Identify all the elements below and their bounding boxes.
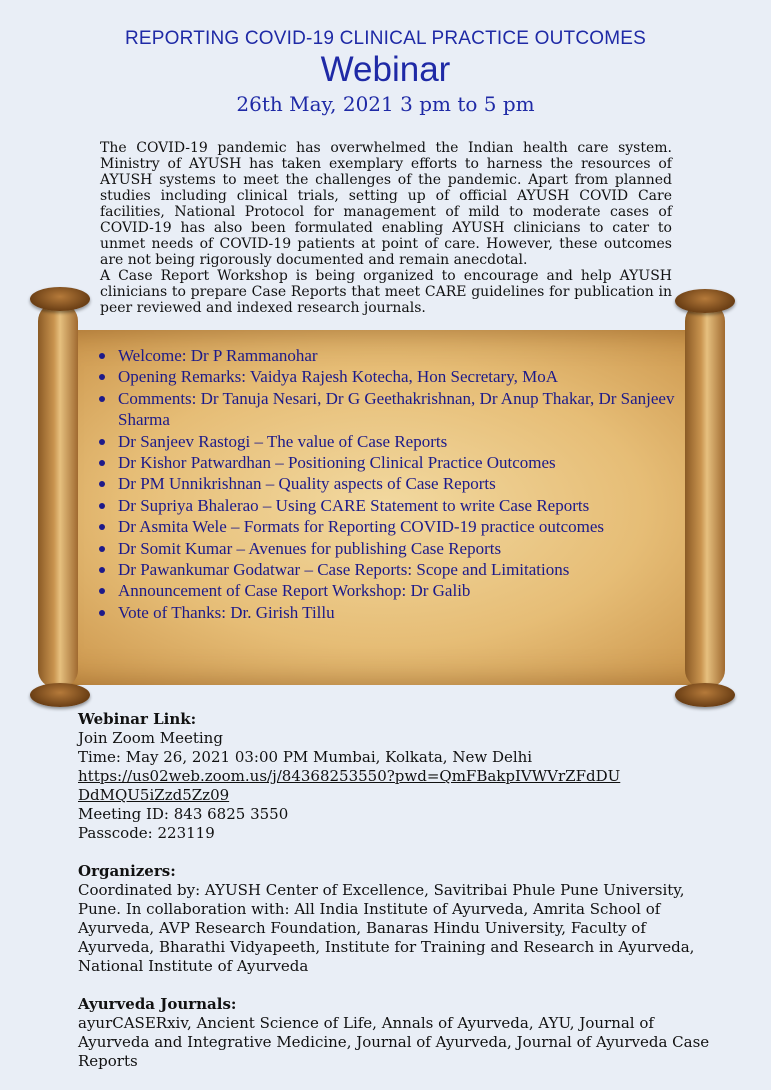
agenda-item: Welcome: Dr P Rammanohar — [85, 345, 675, 366]
event-title: Webinar — [320, 50, 451, 89]
journals-section — [78, 995, 718, 1071]
journals-heading: Ayurveda Journals: — [78, 995, 237, 1013]
meeting-id: Meeting ID: 843 6825 3550 — [78, 805, 289, 823]
scroll-knob-top-left — [30, 287, 90, 311]
scroll-knob-bottom-right — [675, 683, 735, 707]
scroll-knob-bottom-left — [30, 683, 90, 707]
agenda-item: Vote of Thanks: Dr. Girish Tillu — [85, 602, 675, 623]
agenda-item: Dr PM Unnikrishnan – Quality aspects of Case Reports — [85, 473, 675, 494]
journals-text: ayurCASERxiv, Ancient Science of Life, Annals of Ayurveda, AYU, Journal of Ayurveda and Integrative Medicine, Journal of Ayurveda, Journal of Ayurveda Case Reports — [78, 1014, 710, 1070]
agenda-item: Dr Pawankumar Godatwar – Case Reports: Scope and Limitations — [85, 559, 675, 580]
agenda-list — [85, 345, 675, 623]
join-zoom-text: Join Zoom Meeting — [78, 729, 223, 747]
agenda-item: Dr Somit Kumar – Avenues for publishing Case Reports — [85, 538, 675, 559]
agenda-item: Opening Remarks: Vaidya Rajesh Kotecha, Hon Secretary, MoA — [85, 366, 675, 387]
webinar-link-heading: Webinar Link: — [78, 710, 197, 728]
meeting-time: Time: May 26, 2021 03:00 PM Mumbai, Kolkata, New Delhi — [78, 748, 533, 766]
agenda-item: Comments: Dr Tanuja Nesari, Dr G Geethakrishnan, Dr Anup Thakar, Dr Sanjeev Sharma — [85, 388, 675, 431]
organizers-section — [78, 862, 718, 976]
passcode: Passcode: 223119 — [78, 824, 215, 842]
webinar-link-section — [78, 710, 718, 843]
scroll-left-rod — [38, 303, 78, 688]
zoom-link-continued[interactable]: DdMQU5iZzd5Zz09 — [78, 786, 230, 804]
scroll-knob-top-right — [675, 289, 735, 313]
zoom-link[interactable]: https://us02web.zoom.us/j/84368253550?pwd=QmFBakpIVWVrZFdDU — [78, 767, 621, 785]
agenda-item: Announcement of Case Report Workshop: Dr Galib — [85, 580, 675, 601]
details-section — [78, 710, 718, 1090]
intro-paragraph-1: The COVID-19 pandemic has overwhelmed the Indian health care system. Ministry of AYUSH has taken exemplary efforts to harness the resources of AYUSH systems to meet the challenges of the pandemic. Apart from planned studies including clinical trials, setting up of official AYUSH COVID Care facilities, National Protocol for management of mild to moderate cases of COVID-19 has also been formulated enabling AYUSH clinicians to cater to unmet needs of COVID-19 patients at point of care. However, these outcomes are not being rigorously documented and remain anecdotal. — [100, 140, 672, 268]
organizers-heading: Organizers: — [78, 862, 176, 880]
event-subtitle: REPORTING COVID-19 CLINICAL PRACTICE OUTCOMES — [124, 28, 647, 49]
agenda-item: Dr Supriya Bhalerao – Using CARE Statement to write Case Reports — [85, 495, 675, 516]
intro-paragraph-2: A Case Report Workshop is being organized to encourage and help AYUSH clinicians to prepare Case Reports that meet CARE guidelines for publication in peer reviewed and indexed research journals. — [100, 268, 672, 316]
event-date: 26th May, 2021 3 pm to 5 pm — [236, 92, 535, 116]
agenda-item: Dr Kishor Patwardhan – Positioning Clinical Practice Outcomes — [85, 452, 675, 473]
agenda-item: Dr Asmita Wele – Formats for Reporting COVID-19 practice outcomes — [85, 516, 675, 537]
scroll-right-rod — [685, 303, 725, 688]
agenda-item: Dr Sanjeev Rastogi – The value of Case Reports — [85, 431, 675, 452]
organizers-text: Coordinated by: AYUSH Center of Excellence, Savitribai Phule Pune University, Pune. In collaboration with: All India Institute of Ayurveda, Amrita School of Ayurveda, AVP Research Foundation, Banaras Hindu University, Faculty of Ayurveda, Bharathi Vidyapeeth, Institute for Training and Research in Ayurveda, National Institute of Ayurveda — [78, 881, 695, 975]
